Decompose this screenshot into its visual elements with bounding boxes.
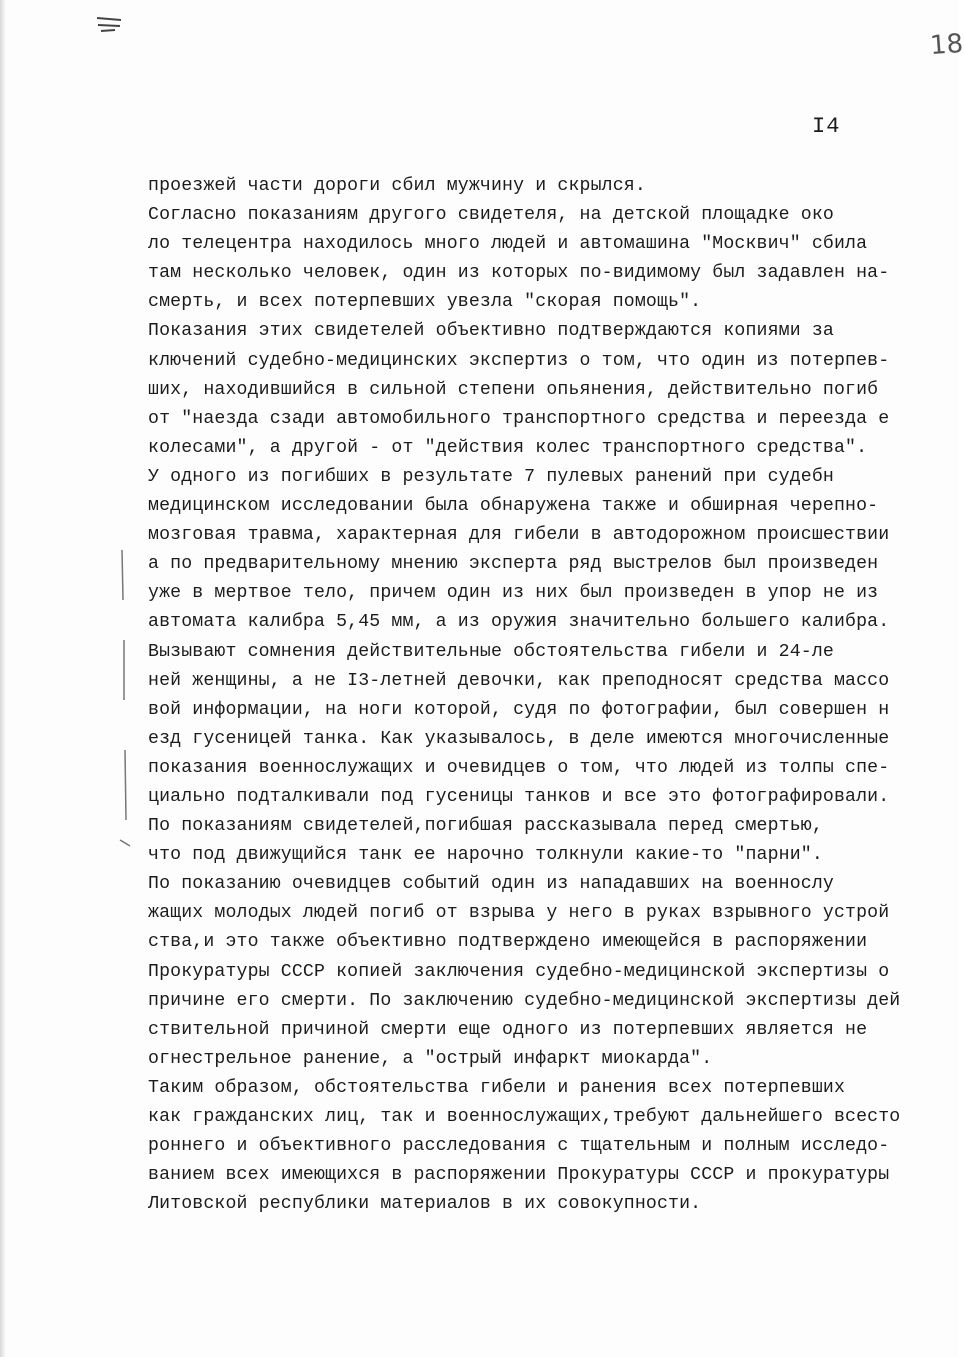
text-line: ства,и это также объективно подтверждено имеющейся в распоряжении	[148, 932, 868, 953]
text-line: Показания этих свидетелей объективно подтверждаются копиями за	[148, 321, 834, 342]
text-line: Вызывают сомнения действительные обстоятельства гибели и 24-ле	[148, 641, 834, 662]
text-line: там несколько человек, один из которых по-видимому был задавлен на-	[148, 263, 890, 284]
body-text	[148, 172, 959, 1219]
margin-pencil-marks	[100, 540, 140, 940]
text-line: что под движущийся танк ее нарочно толкнули какие-то "парни".	[148, 845, 823, 866]
page-number: I4	[812, 114, 841, 139]
corner-page-mark: 18	[928, 28, 964, 62]
text-line: огнестрельное ранение, а "острый инфаркт миокарда".	[148, 1048, 713, 1069]
text-line: роннего и объективного расследования с тщательным и полным исследо-	[148, 1136, 890, 1157]
text-line: ванием всех имеющихся в распоряжении Прокуратуры СССР и прокуратуры	[148, 1165, 890, 1186]
text-line: автомата калибра 5,45 мм, а из оружия значительно большего калибра.	[148, 612, 890, 633]
text-line: По показаниям свидетелей,погибшая рассказывала перед смертью,	[148, 816, 823, 837]
text-line: проезжей части дороги сбил мужчину и скрылся.	[148, 176, 646, 196]
text-line: причине его смерти. По заключению судебно-медицинской экспертизы дей	[148, 990, 901, 1011]
text-line: По показанию очевидцев событий один из нападавших на военнослу	[148, 874, 834, 895]
text-line: смерть, и всех потерпевших увезла "скорая помощь".	[148, 292, 702, 313]
handwritten-tick-mark	[95, 14, 125, 36]
text-line: от "наезда сзади автомобильного транспортного средства и переезда е	[148, 408, 890, 429]
text-line: ней женщины, а не I3-летней девочки, как преподносят средства массо	[148, 670, 890, 691]
text-line: ших, находившийся в сильной степени опьянения, действительно погиб	[148, 379, 879, 400]
text-line: медицинском исследовании была обнаружена также и обширная черепно-	[148, 496, 879, 517]
text-line: ключений судебно-медицинских экспертиз о том, что один из потерпев-	[148, 350, 890, 371]
text-line: ствительной причиной смерти еще одного из потерпевших является не	[148, 1019, 868, 1040]
text-line: циально подталкивали под гусеницы танков и все это фотографировали.	[148, 786, 890, 807]
text-line: показания военнослужащих и очевидцев о том, что людей из толпы спе-	[148, 757, 890, 778]
text-line: вой информации, на ноги которой, судя по фотографии, был совершен н	[148, 699, 890, 720]
text-line: уже в мертвое тело, причем один из них был произведен в упор не из	[148, 583, 879, 604]
text-line: колесами", а другой - от "действия колес транспортного средства".	[148, 437, 868, 458]
text-line: жащих молодых людей погиб от взрыва у него в руках взрывного устрой	[148, 903, 890, 924]
text-line: мозговая травма, характерная для гибели в автодорожном происшествии	[148, 525, 890, 546]
text-line: Литовской республики материалов в их совокупности.	[148, 1194, 702, 1215]
text-line: Таким образом, обстоятельства гибели и ранения всех потерпевших	[148, 1077, 846, 1098]
text-line: езд гусеницей танка. Как указывалось, в деле имеются многочисленные	[148, 728, 890, 749]
text-line: а по предварительному мнению эксперта ряд выстрелов был произведен	[148, 554, 879, 575]
text-line: как гражданских лиц, так и военнослужащих,требуют дальнейшего всесто	[148, 1107, 901, 1127]
text-line: Прокуратуры СССР копией заключения судебно-медицинской экспертизы о	[148, 961, 890, 982]
text-line: ло телецентра находилось много людей и автомашина "Москвич" сбила	[148, 234, 868, 255]
text-line: Согласно показаниям другого свидетеля, на детской площадке око	[148, 205, 834, 226]
scan-edge-shadow	[0, 0, 6, 1357]
text-line: У одного из погибших в результате 7 пулевых ранений при судебн	[148, 466, 834, 487]
